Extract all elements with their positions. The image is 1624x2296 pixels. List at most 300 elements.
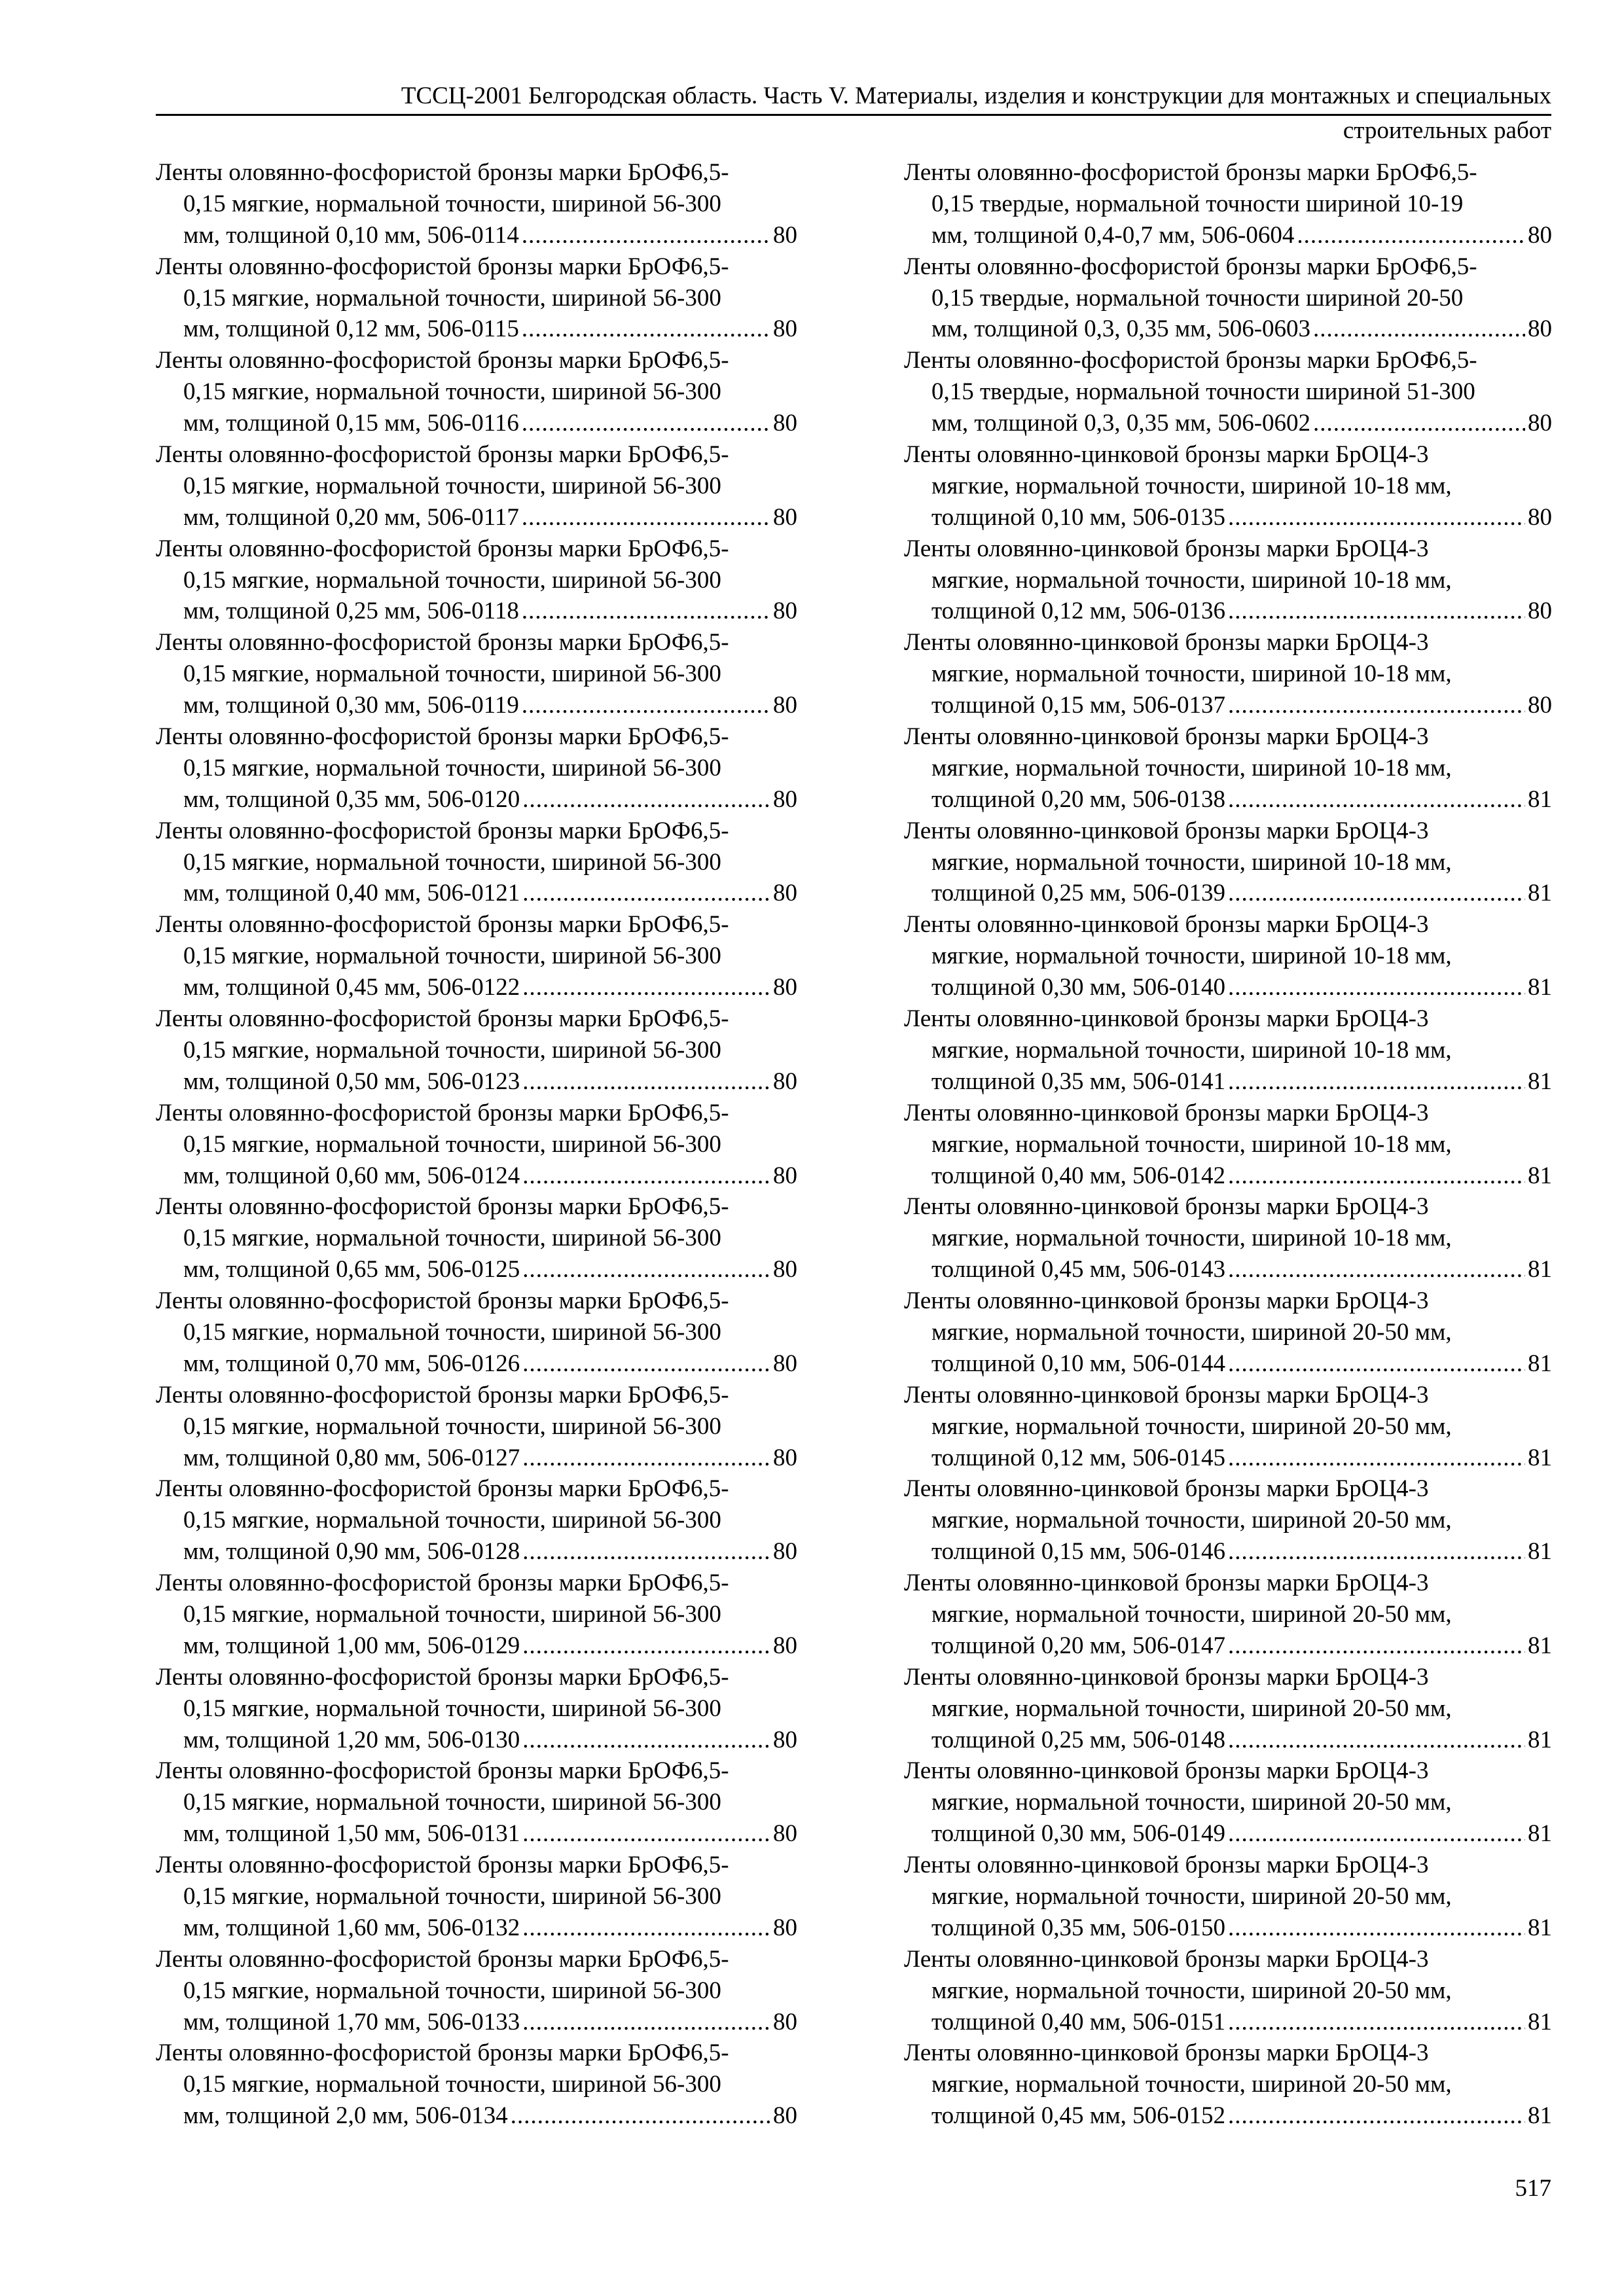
index-entry xyxy=(156,1380,797,1474)
entry-page-ref: 81 xyxy=(1528,1162,1552,1189)
entry-page-ref: 80 xyxy=(1528,315,1552,343)
entry-code-text: мм, толщиной 0,40 мм, 506-0121 xyxy=(183,880,520,907)
entry-line-1: Ленты оловянно-фосфористой бронзы марки БрОФ6,5- xyxy=(156,911,729,939)
entry-page-ref: 81 xyxy=(1528,1256,1552,1283)
index-entry xyxy=(156,345,797,439)
index-entry xyxy=(156,1755,797,1850)
entry-line-3 xyxy=(904,1536,1552,1568)
entry-page-ref: 80 xyxy=(773,598,797,625)
entry-line-1: Ленты оловянно-цинковой бронзы марки БрОЦ4-3 xyxy=(904,1381,1429,1408)
index-entry xyxy=(904,1568,1552,1662)
entry-page-ref: 80 xyxy=(773,410,797,437)
entry-code-text: мм, толщиной 0,30 мм, 506-0119 xyxy=(183,692,519,719)
entry-line-2: мягкие, нормальной точности, шириной 10-18 мм, xyxy=(931,848,1452,876)
entry-line-3 xyxy=(156,1536,797,1568)
entry-line-1: Ленты оловянно-фосфористой бронзы марки БрОФ6,5- xyxy=(156,1381,729,1408)
index-entry xyxy=(156,627,797,721)
entry-line-3 xyxy=(904,408,1552,439)
entry-line-3 xyxy=(156,1160,797,1192)
entry-line-2: 0,15 мягкие, нормальной точности, шириной 56-300 xyxy=(183,1789,721,1816)
dot-leader xyxy=(1228,878,1525,909)
entry-line-2: 0,15 мягкие, нормальной точности, шириной 56-300 xyxy=(183,1507,721,1534)
entry-line-2: мягкие, нормальной точности, шириной 20-50 мм, xyxy=(931,1977,1452,2004)
entry-page-ref: 81 xyxy=(1528,1914,1552,1941)
entry-page-ref: 80 xyxy=(773,1067,797,1095)
entry-code-text: толщиной 0,10 мм, 506-0135 xyxy=(931,503,1225,531)
header-title-line2: строительных работ xyxy=(1343,117,1551,144)
entry-page-ref: 80 xyxy=(773,1162,797,1189)
dot-leader xyxy=(522,1160,770,1192)
entry-line-1: Ленты оловянно-цинковой бронзы марки БрОЦ4-3 xyxy=(904,1475,1429,1503)
dot-leader xyxy=(1228,1630,1525,1662)
dot-leader xyxy=(1228,2007,1525,2038)
entry-page-ref: 80 xyxy=(773,1820,797,1848)
index-entry xyxy=(156,1473,797,1568)
entry-page-ref: 80 xyxy=(1528,692,1552,719)
entry-line-3 xyxy=(156,2007,797,2038)
entry-code-text: толщиной 0,20 мм, 506-0147 xyxy=(931,1632,1225,1659)
entry-page-ref: 80 xyxy=(773,692,797,719)
entry-line-2: 0,15 мягкие, нормальной точности, шириной 56-300 xyxy=(183,1225,721,1252)
entry-code-text: мм, толщиной 0,80 мм, 506-0127 xyxy=(183,1444,520,1471)
entry-line-3 xyxy=(904,596,1552,627)
entry-code-text: мм, толщиной 0,3, 0,35 мм, 506-0603 xyxy=(931,315,1311,343)
index-entry xyxy=(156,251,797,346)
entry-code-text: толщиной 0,40 мм, 506-0151 xyxy=(931,2008,1225,2036)
entry-page-ref: 80 xyxy=(1528,598,1552,625)
page-number: 517 xyxy=(1515,2175,1551,2202)
entry-line-2: мягкие, нормальной точности, шириной 20-50 мм, xyxy=(931,2071,1452,2098)
entry-code-text: толщиной 0,12 мм, 506-0136 xyxy=(931,598,1225,625)
entry-line-3 xyxy=(156,408,797,439)
entry-code-text: толщиной 0,20 мм, 506-0138 xyxy=(931,785,1225,813)
dot-leader xyxy=(522,1725,770,1756)
entry-code-text: толщиной 0,30 мм, 506-0140 xyxy=(931,974,1225,1001)
entry-page-ref: 80 xyxy=(773,1914,797,1941)
entry-line-1: Ленты оловянно-фосфористой бронзы марки БрОФ6,5- xyxy=(156,2039,729,2067)
entry-line-3 xyxy=(904,2100,1552,2132)
entry-code-text: мм, толщиной 0,70 мм, 506-0126 xyxy=(183,1350,520,1377)
entry-line-1: Ленты оловянно-фосфористой бронзы марки БрОФ6,5- xyxy=(156,1287,729,1315)
index-entry xyxy=(904,1662,1552,1756)
entry-page-ref: 80 xyxy=(773,1538,797,1566)
entry-code-text: толщиной 0,25 мм, 506-0139 xyxy=(931,880,1225,907)
entry-line-3 xyxy=(904,1160,1552,1192)
entry-line-2: 0,15 мягкие, нормальной точности, шириной 56-300 xyxy=(183,378,721,406)
entry-line-2: мягкие, нормальной точности, шириной 20-50 мм, xyxy=(931,1318,1452,1346)
entry-line-2: 0,15 мягкие, нормальной точности, шириной 56-300 xyxy=(183,284,721,312)
dot-leader xyxy=(1228,972,1525,1003)
index-entry xyxy=(904,2037,1552,2132)
index-column-right xyxy=(904,157,1552,2132)
index-entry xyxy=(904,909,1552,1003)
entry-line-1: Ленты оловянно-фосфористой бронзы марки БрОФ6,5- xyxy=(156,1475,729,1503)
entry-page-ref: 80 xyxy=(1528,221,1552,249)
entry-line-3 xyxy=(156,1348,797,1380)
entry-code-text: толщиной 0,35 мм, 506-0150 xyxy=(931,1914,1225,1941)
entry-line-1: Ленты оловянно-фосфористой бронзы марки БрОФ6,5- xyxy=(156,159,729,186)
entry-line-3 xyxy=(904,220,1552,251)
entry-code-text: мм, толщиной 0,20 мм, 506-0117 xyxy=(183,503,519,531)
entry-page-ref: 81 xyxy=(1528,1444,1552,1471)
entry-line-1: Ленты оловянно-цинковой бронзы марки БрОЦ4-3 xyxy=(904,2039,1429,2067)
entry-page-ref: 81 xyxy=(1528,1632,1552,1659)
entry-line-2: 0,15 мягкие, нормальной точности, шириной 56-300 xyxy=(183,1412,721,1440)
entry-line-2: мягкие, нормальной точности, шириной 10-18 мм, xyxy=(931,472,1452,499)
index-entry xyxy=(156,1662,797,1756)
entry-line-2: мягкие, нормальной точности, шириной 10-18 мм, xyxy=(931,566,1452,594)
index-entry xyxy=(904,533,1552,628)
entry-page-ref: 80 xyxy=(773,1444,797,1471)
entry-line-2: 0,15 мягкие, нормальной точности, шириной 56-300 xyxy=(183,1600,721,1628)
entry-line-3 xyxy=(904,1254,1552,1285)
index-entry xyxy=(904,439,1552,533)
entry-line-2: 0,15 твердые, нормальной точности шириной 10-19 xyxy=(931,190,1464,217)
entry-code-text: мм, толщиной 0,15 мм, 506-0116 xyxy=(183,410,519,437)
index-entry xyxy=(904,627,1552,721)
index-entry xyxy=(904,1944,1552,2038)
dot-leader xyxy=(1228,1725,1525,1756)
entry-line-3 xyxy=(156,2100,797,2132)
entry-line-1: Ленты оловянно-цинковой бронзы марки БрОЦ4-3 xyxy=(904,723,1429,751)
index-entry xyxy=(156,157,797,251)
entry-line-2: 0,15 мягкие, нормальной точности, шириной 56-300 xyxy=(183,1036,721,1064)
entry-line-2: мягкие, нормальной точности, шириной 10-18 мм, xyxy=(931,660,1452,688)
entry-line-3 xyxy=(156,972,797,1003)
dot-leader xyxy=(1228,1348,1525,1380)
entry-code-text: мм, толщиной 2,0 мм, 506-0134 xyxy=(183,2102,508,2130)
entry-line-1: Ленты оловянно-фосфористой бронзы марки БрОФ6,5- xyxy=(156,1852,729,1879)
entry-code-text: мм, толщиной 0,65 мм, 506-0125 xyxy=(183,1256,520,1283)
index-entry xyxy=(156,1285,797,1380)
entry-code-text: толщиной 0,30 мм, 506-0149 xyxy=(931,1820,1225,1848)
entry-line-1: Ленты оловянно-цинковой бронзы марки БрОЦ4-3 xyxy=(904,535,1429,562)
entry-code-text: мм, толщиной 1,60 мм, 506-0132 xyxy=(183,1914,520,1941)
entry-line-2: мягкие, нормальной точности, шириной 20-50 мм, xyxy=(931,1507,1452,1534)
entry-line-3 xyxy=(156,878,797,909)
entry-line-3 xyxy=(904,1725,1552,1756)
entry-page-ref: 80 xyxy=(773,2008,797,2036)
entry-page-ref: 80 xyxy=(773,2102,797,2130)
entry-line-3 xyxy=(904,1348,1552,1380)
index-entry xyxy=(904,816,1552,910)
index-entry xyxy=(904,1473,1552,1568)
dot-leader xyxy=(1228,784,1525,816)
entry-page-ref: 80 xyxy=(773,503,797,531)
entry-line-3 xyxy=(156,502,797,533)
entry-line-3 xyxy=(156,1443,797,1474)
entry-page-ref: 80 xyxy=(773,1632,797,1659)
entry-page-ref: 81 xyxy=(1528,880,1552,907)
dot-leader xyxy=(522,502,770,533)
dot-leader xyxy=(1228,1443,1525,1474)
entry-line-2: мягкие, нормальной точности, шириной 20-50 мм, xyxy=(931,1789,1452,1816)
entry-code-text: мм, толщиной 0,3, 0,35 мм, 506-0602 xyxy=(931,410,1311,437)
entry-line-3 xyxy=(156,1725,797,1756)
dot-leader xyxy=(522,596,770,627)
entry-line-2: 0,15 мягкие, нормальной точности, шириной 56-300 xyxy=(183,472,721,499)
entry-line-3 xyxy=(904,784,1552,816)
entry-code-text: толщиной 0,10 мм, 506-0144 xyxy=(931,1350,1225,1377)
index-entry xyxy=(156,721,797,816)
index-entry xyxy=(156,1568,797,1662)
dot-leader xyxy=(1228,502,1525,533)
entry-line-2: 0,15 мягкие, нормальной точности, шириной 56-300 xyxy=(183,1695,721,1722)
index-column-left xyxy=(156,157,797,2132)
entry-page-ref: 80 xyxy=(773,880,797,907)
entry-line-1: Ленты оловянно-фосфористой бронзы марки БрОФ6,5- xyxy=(904,347,1477,374)
entry-code-text: мм, толщиной 0,12 мм, 506-0115 xyxy=(183,315,519,343)
entry-line-2: 0,15 мягкие, нормальной точности, шириной 56-300 xyxy=(183,942,721,970)
dot-leader xyxy=(522,1912,770,1944)
dot-leader xyxy=(1228,1912,1525,1944)
entry-page-ref: 80 xyxy=(773,785,797,813)
index-entry xyxy=(904,1380,1552,1474)
entry-page-ref: 81 xyxy=(1528,1726,1552,1753)
entry-line-3 xyxy=(156,1254,797,1285)
entry-line-1: Ленты оловянно-фосфористой бронзы марки БрОФ6,5- xyxy=(156,1663,729,1691)
entry-code-text: толщиной 0,40 мм, 506-0142 xyxy=(931,1162,1225,1189)
entry-code-text: мм, толщиной 0,60 мм, 506-0124 xyxy=(183,1162,520,1189)
dot-leader xyxy=(1313,408,1525,439)
entry-line-1: Ленты оловянно-фосфористой бронзы марки БрОФ6,5- xyxy=(156,1193,729,1221)
entry-line-3 xyxy=(904,502,1552,533)
dot-leader xyxy=(522,408,770,439)
entry-line-2: мягкие, нормальной точности, шириной 10-18 мм, xyxy=(931,1036,1452,1064)
entry-code-text: толщиной 0,12 мм, 506-0145 xyxy=(931,1444,1225,1471)
index-entry xyxy=(156,2037,797,2132)
entry-line-1: Ленты оловянно-фосфористой бронзы марки БрОФ6,5- xyxy=(156,441,729,469)
entry-line-3 xyxy=(904,1066,1552,1098)
entry-line-3 xyxy=(904,314,1552,345)
entry-line-1: Ленты оловянно-цинковой бронзы марки БрОЦ4-3 xyxy=(904,1005,1429,1033)
entry-line-3 xyxy=(904,1818,1552,1850)
entry-line-3 xyxy=(156,1912,797,1944)
dot-leader xyxy=(522,1254,770,1285)
dot-leader xyxy=(522,1818,770,1850)
index-entry xyxy=(904,157,1552,251)
entry-code-text: толщиной 0,45 мм, 506-0143 xyxy=(931,1256,1225,1283)
entry-line-2: 0,15 мягкие, нормальной точности, шириной 56-300 xyxy=(183,660,721,688)
entry-page-ref: 80 xyxy=(1528,503,1552,531)
entry-code-text: мм, толщиной 1,00 мм, 506-0129 xyxy=(183,1632,520,1659)
entry-code-text: мм, толщиной 0,25 мм, 506-0118 xyxy=(183,598,519,625)
entry-line-1: Ленты оловянно-фосфористой бронзы марки БрОФ6,5- xyxy=(156,535,729,562)
entry-line-2: мягкие, нормальной точности, шириной 20-50 мм, xyxy=(931,1600,1452,1628)
entry-code-text: мм, толщиной 1,20 мм, 506-0130 xyxy=(183,1726,520,1753)
dot-leader xyxy=(522,2007,770,2038)
entry-line-1: Ленты оловянно-фосфористой бронзы марки БрОФ6,5- xyxy=(156,347,729,374)
entry-line-2: 0,15 твердые, нормальной точности шириной 20-50 xyxy=(931,284,1464,312)
index-entry xyxy=(904,345,1552,439)
entry-line-1: Ленты оловянно-фосфористой бронзы марки БрОФ6,5- xyxy=(156,1570,729,1597)
entry-line-1: Ленты оловянно-цинковой бронзы марки БрОЦ4-3 xyxy=(904,1663,1429,1691)
entry-page-ref: 80 xyxy=(773,1726,797,1753)
index-entry xyxy=(156,1098,797,1192)
entry-line-1: Ленты оловянно-фосфористой бронзы марки БрОФ6,5- xyxy=(156,253,729,280)
entry-line-3 xyxy=(904,690,1552,721)
entry-line-1: Ленты оловянно-цинковой бронзы марки БрОЦ4-3 xyxy=(904,1287,1429,1315)
entry-code-text: мм, толщиной 1,50 мм, 506-0131 xyxy=(183,1820,520,1848)
entry-code-text: толщиной 0,35 мм, 506-0141 xyxy=(931,1067,1225,1095)
entry-line-3 xyxy=(156,784,797,816)
entry-line-2: 0,15 твердые, нормальной точности шириной 51-300 xyxy=(931,378,1475,406)
dot-leader xyxy=(522,1443,770,1474)
dot-leader xyxy=(1228,1254,1525,1285)
entry-page-ref: 80 xyxy=(1528,410,1552,437)
dot-leader xyxy=(522,690,770,721)
entry-line-1: Ленты оловянно-фосфористой бронзы марки БрОФ6,5- xyxy=(156,1099,729,1126)
entry-line-2: 0,15 мягкие, нормальной точности, шириной 56-300 xyxy=(183,1882,721,1910)
entry-line-3 xyxy=(156,1630,797,1662)
entry-line-2: 0,15 мягкие, нормальной точности, шириной 56-300 xyxy=(183,1130,721,1158)
entry-line-1: Ленты оловянно-фосфористой бронзы марки БрОФ6,5- xyxy=(156,1005,729,1033)
index-entry xyxy=(904,1098,1552,1192)
entry-line-1: Ленты оловянно-фосфористой бронзы марки БрОФ6,5- xyxy=(156,723,729,751)
entry-page-ref: 81 xyxy=(1528,1067,1552,1095)
entry-line-1: Ленты оловянно-фосфористой бронзы марки БрОФ6,5- xyxy=(904,253,1477,280)
entry-page-ref: 80 xyxy=(773,1350,797,1377)
entry-line-2: 0,15 мягкие, нормальной точности, шириной 56-300 xyxy=(183,1318,721,1346)
dot-leader xyxy=(522,1348,770,1380)
index-entry xyxy=(904,1003,1552,1098)
entry-line-2: мягкие, нормальной точности, шириной 20-50 мм, xyxy=(931,1882,1452,1910)
index-entry xyxy=(156,1944,797,2038)
dot-leader xyxy=(511,2100,770,2132)
entry-line-2: мягкие, нормальной точности, шириной 10-18 мм, xyxy=(931,1130,1452,1158)
header-title-line1: ТССЦ-2001 Белгородская область. Часть V. Материалы, изделия и конструкции для монтажных и специальных xyxy=(401,82,1551,109)
dot-leader xyxy=(522,784,770,816)
entry-line-2: мягкие, нормальной точности, шириной 10-18 мм, xyxy=(931,1225,1452,1252)
entry-page-ref: 80 xyxy=(773,974,797,1001)
index-entry xyxy=(904,1191,1552,1285)
dot-leader xyxy=(522,220,770,251)
index-entry xyxy=(156,816,797,910)
entry-page-ref: 80 xyxy=(773,221,797,249)
dot-leader xyxy=(1297,220,1525,251)
dot-leader xyxy=(1313,314,1525,345)
dot-leader xyxy=(522,1630,770,1662)
entry-line-2: мягкие, нормальной точности, шириной 20-50 мм, xyxy=(931,1695,1452,1722)
index-entry xyxy=(156,1003,797,1098)
index-entry xyxy=(904,1755,1552,1850)
dot-leader xyxy=(522,1536,770,1568)
dot-leader xyxy=(1228,1066,1525,1098)
dot-leader xyxy=(1228,596,1525,627)
entry-line-3 xyxy=(156,596,797,627)
entry-code-text: толщиной 0,45 мм, 506-0152 xyxy=(931,2102,1225,2130)
entry-line-3 xyxy=(156,314,797,345)
index-entry xyxy=(156,1191,797,1285)
entry-line-2: 0,15 мягкие, нормальной точности, шириной 56-300 xyxy=(183,1977,721,2004)
dot-leader xyxy=(1228,1818,1525,1850)
dot-leader xyxy=(522,1066,770,1098)
entry-code-text: толщиной 0,15 мм, 506-0137 xyxy=(931,692,1225,719)
entry-code-text: мм, толщиной 0,90 мм, 506-0128 xyxy=(183,1538,520,1566)
index-entry xyxy=(904,1850,1552,1944)
entry-page-ref: 81 xyxy=(1528,1538,1552,1566)
entry-line-1: Ленты оловянно-фосфористой бронзы марки БрОФ6,5- xyxy=(156,1945,729,1973)
entry-line-1: Ленты оловянно-цинковой бронзы марки БрОЦ4-3 xyxy=(904,1945,1429,1973)
entry-line-1: Ленты оловянно-фосфористой бронзы марки БрОФ6,5- xyxy=(156,1757,729,1785)
entry-line-1: Ленты оловянно-цинковой бронзы марки БрОЦ4-3 xyxy=(904,1570,1429,1597)
entry-page-ref: 81 xyxy=(1528,785,1552,813)
entry-page-ref: 81 xyxy=(1528,1820,1552,1848)
entry-line-2: 0,15 мягкие, нормальной точности, шириной 56-300 xyxy=(183,848,721,876)
dot-leader xyxy=(522,314,770,345)
dot-leader xyxy=(1228,2100,1525,2132)
entry-code-text: мм, толщиной 0,50 мм, 506-0123 xyxy=(183,1067,520,1095)
entry-line-3 xyxy=(156,1818,797,1850)
entry-line-1: Ленты оловянно-цинковой бронзы марки БрОЦ4-3 xyxy=(904,1757,1429,1785)
entry-line-3 xyxy=(904,1443,1552,1474)
entry-line-1: Ленты оловянно-цинковой бронзы марки БрОЦ4-3 xyxy=(904,1852,1429,1879)
entry-page-ref: 80 xyxy=(773,1256,797,1283)
dot-leader xyxy=(1228,690,1525,721)
entry-line-3 xyxy=(904,1630,1552,1662)
entry-code-text: мм, толщиной 0,35 мм, 506-0120 xyxy=(183,785,520,813)
entry-line-2: мягкие, нормальной точности, шириной 20-50 мм, xyxy=(931,1412,1452,1440)
entry-line-3 xyxy=(904,972,1552,1003)
entry-line-1: Ленты оловянно-цинковой бронзы марки БрОЦ4-3 xyxy=(904,1193,1429,1221)
entry-line-2: 0,15 мягкие, нормальной точности, шириной 56-300 xyxy=(183,566,721,594)
entry-code-text: мм, толщиной 0,45 мм, 506-0122 xyxy=(183,974,520,1001)
entry-line-2: 0,15 мягкие, нормальной точности, шириной 56-300 xyxy=(183,190,721,217)
entry-line-2: 0,15 мягкие, нормальной точности, шириной 56-300 xyxy=(183,754,721,781)
entry-code-text: толщиной 0,25 мм, 506-0148 xyxy=(931,1726,1225,1753)
entry-line-1: Ленты оловянно-фосфористой бронзы марки БрОФ6,5- xyxy=(904,159,1477,186)
entry-line-2: 0,15 мягкие, нормальной точности, шириной 56-300 xyxy=(183,2071,721,2098)
index-entry xyxy=(904,1285,1552,1380)
entry-line-3 xyxy=(156,690,797,721)
dot-leader xyxy=(522,878,770,909)
index-entry xyxy=(156,909,797,1003)
index-entry xyxy=(156,1850,797,1944)
index-entry xyxy=(156,533,797,628)
entry-code-text: мм, толщиной 0,10 мм, 506-0114 xyxy=(183,221,519,249)
entry-page-ref: 80 xyxy=(773,315,797,343)
index-entry xyxy=(904,251,1552,346)
entry-line-3 xyxy=(904,1912,1552,1944)
entry-line-1: Ленты оловянно-цинковой бронзы марки БрОЦ4-3 xyxy=(904,817,1429,844)
index-entry xyxy=(156,439,797,533)
entry-code-text: мм, толщиной 1,70 мм, 506-0133 xyxy=(183,2008,520,2036)
entry-code-text: мм, толщиной 0,4-0,7 мм, 506-0604 xyxy=(931,221,1295,249)
dot-leader xyxy=(1228,1160,1525,1192)
entry-line-2: мягкие, нормальной точности, шириной 10-18 мм, xyxy=(931,754,1452,781)
entry-line-1: Ленты оловянно-цинковой бронзы марки БрОЦ4-3 xyxy=(904,1099,1429,1126)
entry-line-1: Ленты оловянно-фосфористой бронзы марки БрОФ6,5- xyxy=(156,817,729,844)
entry-line-3 xyxy=(156,220,797,251)
entry-line-2: мягкие, нормальной точности, шириной 10-18 мм, xyxy=(931,942,1452,970)
entry-code-text: толщиной 0,15 мм, 506-0146 xyxy=(931,1538,1225,1566)
entry-line-1: Ленты оловянно-фосфористой бронзы марки БрОФ6,5- xyxy=(156,629,729,656)
entry-line-3 xyxy=(156,1066,797,1098)
entry-line-1: Ленты оловянно-цинковой бронзы марки БрОЦ4-3 xyxy=(904,911,1429,939)
dot-leader xyxy=(522,972,770,1003)
entry-line-1: Ленты оловянно-цинковой бронзы марки БрОЦ4-3 xyxy=(904,629,1429,656)
entry-page-ref: 81 xyxy=(1528,2008,1552,2036)
dot-leader xyxy=(1228,1536,1525,1568)
entry-page-ref: 81 xyxy=(1528,1350,1552,1377)
running-header xyxy=(156,80,1551,146)
entry-page-ref: 81 xyxy=(1528,2102,1552,2130)
entry-line-3 xyxy=(904,2007,1552,2038)
entry-line-1: Ленты оловянно-цинковой бронзы марки БрОЦ4-3 xyxy=(904,441,1429,469)
entry-line-3 xyxy=(904,878,1552,909)
index-entry xyxy=(904,721,1552,816)
entry-page-ref: 81 xyxy=(1528,974,1552,1001)
